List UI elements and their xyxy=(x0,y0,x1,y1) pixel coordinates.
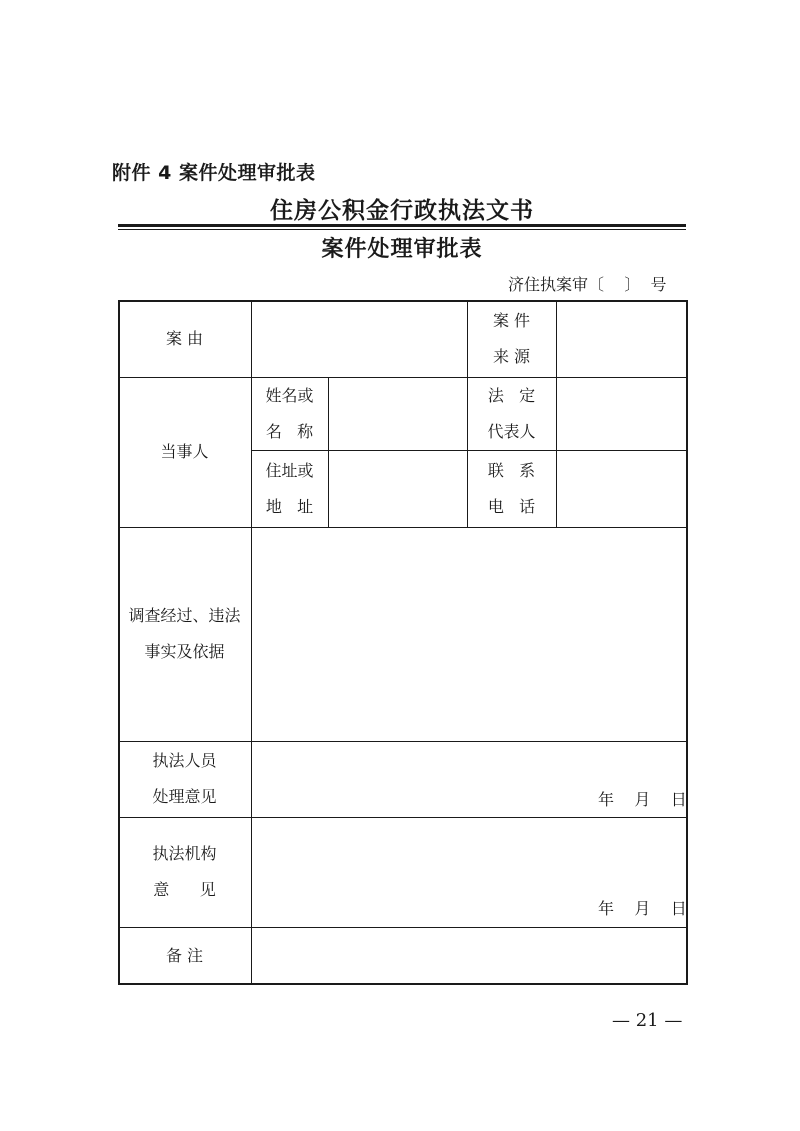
phone-field[interactable] xyxy=(557,451,688,527)
remarks-label-text: 备 注 xyxy=(165,946,204,965)
case-reason-field[interactable] xyxy=(252,300,467,377)
party-label xyxy=(118,377,251,527)
party-label-text: 当事人 xyxy=(160,442,209,461)
legal-rep-label xyxy=(467,377,556,450)
title-rule-thick xyxy=(118,224,686,227)
name-label-line1: 姓名或 xyxy=(265,385,314,405)
address-field[interactable] xyxy=(329,451,467,527)
case-reason-label xyxy=(118,300,251,377)
agency-opinion-label-line2: 意 见 xyxy=(153,880,216,899)
officer-date: 年 月 日 xyxy=(598,790,687,809)
remarks-label xyxy=(118,927,251,985)
legal-rep-label-line2: 代表人 xyxy=(487,421,536,441)
attachment-heading: 附件 4 案件处理审批表 xyxy=(112,162,316,184)
approval-form-table xyxy=(118,300,688,985)
agency-date: 年 月 日 xyxy=(598,899,687,918)
document-series-title: 住房公积金行政执法文书 xyxy=(270,197,534,224)
investigation-label xyxy=(118,527,251,741)
phone-label xyxy=(467,450,556,527)
agency-opinion-label xyxy=(118,817,251,927)
remarks-field[interactable] xyxy=(252,928,688,985)
address-label-line2: 地 址 xyxy=(265,496,314,516)
officer-opinion-label xyxy=(118,741,251,817)
investigation-field[interactable] xyxy=(252,528,688,741)
address-label-line1: 住址或 xyxy=(265,460,314,480)
address-label xyxy=(251,450,328,527)
investigation-label-line2: 事实及依据 xyxy=(144,642,225,661)
page-number: — 21 — xyxy=(612,1010,683,1031)
legal-rep-field[interactable] xyxy=(557,378,688,450)
name-label-line2: 名 称 xyxy=(265,421,314,441)
case-source-label-line1: 案 件 xyxy=(492,310,531,330)
case-source-label xyxy=(467,300,556,377)
officer-opinion-label-line2: 处理意见 xyxy=(152,787,217,806)
name-field[interactable] xyxy=(329,378,467,450)
name-label xyxy=(251,377,328,450)
document-number: 济住执案审〔 〕 号 xyxy=(508,275,667,294)
agency-opinion-label-line1: 执法机构 xyxy=(152,844,217,863)
phone-label-line2: 电 话 xyxy=(487,496,536,516)
case-source-field[interactable] xyxy=(557,300,688,377)
case-source-label-line2: 来 源 xyxy=(492,346,531,366)
phone-label-line1: 联 系 xyxy=(487,460,536,480)
officer-opinion-label-line1: 执法人员 xyxy=(152,751,217,770)
investigation-label-line1: 调查经过、违法 xyxy=(128,606,241,625)
title-rule-thin xyxy=(118,229,686,230)
case-reason-label-text: 案 由 xyxy=(165,328,204,348)
legal-rep-label-line1: 法 定 xyxy=(487,385,536,405)
form-title: 案件处理审批表 xyxy=(321,236,483,262)
